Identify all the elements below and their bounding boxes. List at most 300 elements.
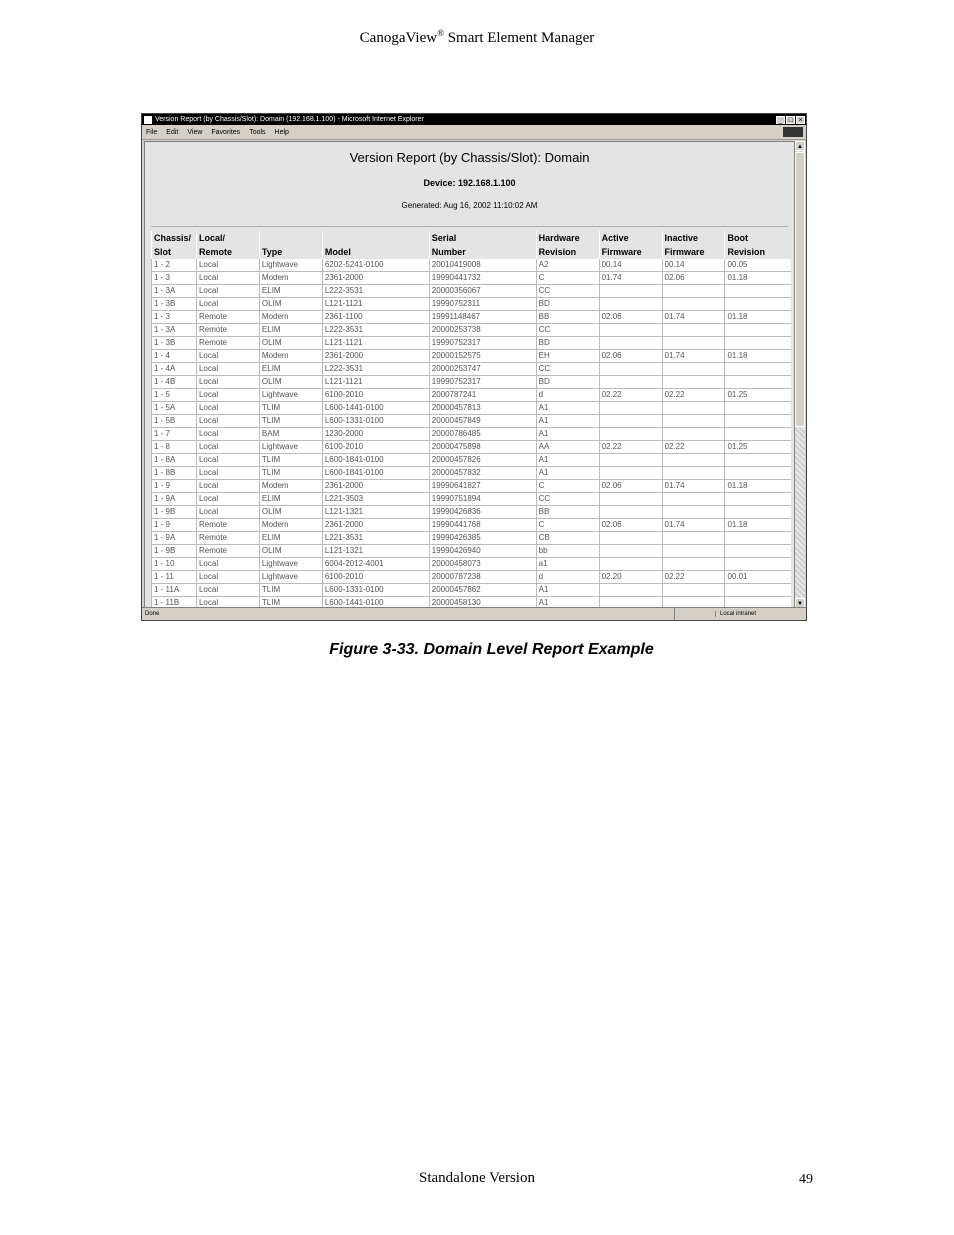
page-number: 49 (799, 1172, 813, 1187)
cell-serial: 19990752317 (429, 376, 536, 389)
cell-hw-rev: BD (536, 337, 599, 350)
table-row (152, 480, 792, 493)
header-type-line1 (259, 231, 322, 245)
cell-active-fw (599, 363, 662, 376)
cell-active-fw (599, 584, 662, 597)
vertical-scrollbar[interactable] (795, 141, 805, 608)
cell-boot-rev: 01.18 (725, 519, 791, 532)
cell-boot-rev: 01.18 (725, 350, 791, 363)
cell-slot: 1 - 11A (152, 584, 197, 597)
cell-hw-rev: AA (536, 441, 599, 454)
cell-hw-rev: d (536, 389, 599, 402)
cell-active-fw (599, 558, 662, 571)
cell-slot: 1 - 8 (152, 441, 197, 454)
cell-model: L121-1321 (322, 506, 429, 519)
cell-type: Modem (259, 350, 322, 363)
cell-inactive-fw (662, 545, 725, 558)
cell-model: L121-1121 (322, 337, 429, 350)
cell-model: L222-3531 (322, 324, 429, 337)
cell-model: L121-1321 (322, 545, 429, 558)
cell-remote: Local (196, 597, 259, 609)
cell-remote: Remote (196, 532, 259, 545)
table-row (152, 493, 792, 506)
cell-boot-rev (725, 493, 791, 506)
cell-model: L221-3531 (322, 532, 429, 545)
cell-inactive-fw (662, 376, 725, 389)
cell-hw-rev: bb (536, 545, 599, 558)
header-serial-line1: Serial (429, 231, 536, 245)
cell-hw-rev: C (536, 519, 599, 532)
cell-model: 1230-2000 (322, 428, 429, 441)
cell-serial: 20000253747 (429, 363, 536, 376)
cell-type: OLIM (259, 506, 322, 519)
cell-boot-rev (725, 545, 791, 558)
window-title: Version Report (by Chassis/Slot): Domain (192.168.1.100) - Microsoft Internet Explorer (155, 116, 424, 123)
table-row (152, 532, 792, 545)
report-viewport[interactable] (144, 141, 795, 608)
cell-slot: 1 - 11 (152, 571, 197, 584)
cell-serial: 19990426385 (429, 532, 536, 545)
table-row (152, 389, 792, 402)
cell-inactive-fw: 02.22 (662, 441, 725, 454)
cell-active-fw (599, 532, 662, 545)
cell-remote: Local (196, 441, 259, 454)
cell-boot-rev (725, 506, 791, 519)
cell-remote: Remote (196, 545, 259, 558)
cell-serial: 19990426940 (429, 545, 536, 558)
cell-model: L600-1841-0100 (322, 454, 429, 467)
cell-type: OLIM (259, 337, 322, 350)
cell-slot: 1 - 8A (152, 454, 197, 467)
table-row (152, 571, 792, 584)
cell-serial: 2000787241 (429, 389, 536, 402)
table-row (152, 285, 792, 298)
cell-type: TLIM (259, 402, 322, 415)
cell-hw-rev: a1 (536, 558, 599, 571)
cell-type: Modem (259, 519, 322, 532)
cell-hw-rev: BB (536, 311, 599, 324)
cell-slot: 1 - 5 (152, 389, 197, 402)
menu-file[interactable]: File (146, 128, 158, 136)
report-title: Version Report (by Chassis/Slot): Domain (349, 150, 590, 165)
cell-active-fw: 02.06 (599, 519, 662, 532)
cell-type: TLIM (259, 454, 322, 467)
cell-serial: 20000458130 (429, 597, 536, 609)
cell-remote: Local (196, 259, 259, 272)
minimize-button[interactable]: _ (776, 116, 785, 124)
cell-boot-rev (725, 298, 791, 311)
cell-slot: 1 - 9 (152, 480, 197, 493)
cell-active-fw: 02.20 (599, 571, 662, 584)
cell-hw-rev: CC (536, 285, 599, 298)
cell-slot: 1 - 5B (152, 415, 197, 428)
cell-slot: 1 - 4 (152, 350, 197, 363)
cell-active-fw (599, 324, 662, 337)
cell-active-fw (599, 428, 662, 441)
cell-hw-rev: CC (536, 493, 599, 506)
table-row (152, 402, 792, 415)
cell-serial: 20000475898 (429, 441, 536, 454)
cell-serial: 20000152575 (429, 350, 536, 363)
cell-slot: 1 - 11B (152, 597, 197, 609)
cell-slot: 1 - 9B (152, 545, 197, 558)
cell-inactive-fw: 02.22 (662, 571, 725, 584)
cell-inactive-fw: 02.06 (662, 272, 725, 285)
cell-remote: Local (196, 298, 259, 311)
document-header (0, 28, 954, 47)
cell-inactive-fw: 00.14 (662, 259, 725, 272)
cell-boot-rev: 00.05 (725, 259, 791, 272)
cell-model: 6004-2012-4001 (322, 558, 429, 571)
cell-slot: 1 - 3A (152, 324, 197, 337)
cell-remote: Local (196, 363, 259, 376)
cell-active-fw (599, 454, 662, 467)
cell-active-fw (599, 402, 662, 415)
report-divider (151, 226, 788, 227)
cell-model: L600-1441-0100 (322, 597, 429, 609)
cell-model: 2361-2000 (322, 350, 429, 363)
cell-hw-rev: A2 (536, 259, 599, 272)
cell-type: ELIM (259, 363, 322, 376)
header-hw-rev-line1: Hardware (536, 231, 599, 245)
cell-model: L600-1441-0100 (322, 402, 429, 415)
table-row (152, 519, 792, 532)
cell-active-fw (599, 298, 662, 311)
cell-type: ELIM (259, 493, 322, 506)
cell-hw-rev: A1 (536, 415, 599, 428)
header-hw-rev-line2: Revision (536, 245, 599, 259)
header-active-fw-line1: Active (599, 231, 662, 245)
table-row (152, 428, 792, 441)
cell-active-fw (599, 415, 662, 428)
cell-slot: 1 - 3 (152, 272, 197, 285)
cell-hw-rev: CB (536, 532, 599, 545)
cell-hw-rev: BD (536, 298, 599, 311)
cell-hw-rev: BD (536, 376, 599, 389)
cell-active-fw: 02.06 (599, 311, 662, 324)
product-subtitle: Smart Element Manager (443, 30, 595, 46)
cell-slot: 1 - 9A (152, 493, 197, 506)
cell-inactive-fw: 01.74 (662, 519, 725, 532)
status-bar (142, 607, 806, 620)
table-row (152, 363, 792, 376)
table-row (152, 558, 792, 571)
cell-inactive-fw (662, 298, 725, 311)
cell-boot-rev (725, 285, 791, 298)
status-cell (674, 608, 715, 620)
report-heading (145, 142, 794, 210)
cell-hw-rev: A1 (536, 467, 599, 480)
cell-serial: 19991148467 (429, 311, 536, 324)
header-type-line2: Type (259, 245, 322, 259)
cell-model: 6202-5241-0100 (322, 259, 429, 272)
cell-active-fw (599, 285, 662, 298)
cell-model: L222-3531 (322, 363, 429, 376)
cell-serial: 20000457813 (429, 402, 536, 415)
cell-hw-rev: A1 (536, 597, 599, 609)
header-active-fw-line2: Firmware (599, 245, 662, 259)
table-row (152, 272, 792, 285)
cell-active-fw (599, 545, 662, 558)
header-model-line1 (322, 231, 429, 245)
cell-active-fw: 02.22 (599, 389, 662, 402)
cell-boot-rev: 01.18 (725, 311, 791, 324)
cell-serial: 20000356067 (429, 285, 536, 298)
cell-inactive-fw (662, 402, 725, 415)
cell-type: ELIM (259, 532, 322, 545)
cell-inactive-fw (662, 584, 725, 597)
cell-boot-rev: 00.01 (725, 571, 791, 584)
cell-type: OLIM (259, 376, 322, 389)
cell-inactive-fw (662, 285, 725, 298)
cell-active-fw (599, 493, 662, 506)
cell-type: TLIM (259, 415, 322, 428)
cell-active-fw (599, 376, 662, 389)
header-boot-rev-line1: Boot (725, 231, 791, 245)
table-row (152, 350, 792, 363)
cell-type: TLIM (259, 584, 322, 597)
cell-boot-rev (725, 337, 791, 350)
cell-inactive-fw: 01.74 (662, 311, 725, 324)
cell-slot: 1 - 4B (152, 376, 197, 389)
cell-remote: Local (196, 454, 259, 467)
table-row (152, 311, 792, 324)
cell-remote: Remote (196, 519, 259, 532)
menu-bar (142, 125, 806, 140)
cell-inactive-fw (662, 415, 725, 428)
cell-slot: 1 - 4A (152, 363, 197, 376)
cell-boot-rev (725, 376, 791, 389)
header-model-line2: Model (322, 245, 429, 259)
cell-model: L600-1331-0100 (322, 584, 429, 597)
cell-model: 6100-2010 (322, 389, 429, 402)
cell-hw-rev: EH (536, 350, 599, 363)
menu-help[interactable]: Help (274, 128, 289, 136)
cell-model: 2361-1100 (322, 311, 429, 324)
menu-edit[interactable]: Edit (166, 128, 179, 136)
maximize-button[interactable]: □ (786, 116, 795, 124)
cell-slot: 1 - 3B (152, 337, 197, 350)
cell-boot-rev (725, 532, 791, 545)
cell-type: TLIM (259, 467, 322, 480)
cell-boot-rev: 01.25 (725, 441, 791, 454)
product-name: CanogaView (359, 30, 438, 46)
cell-remote: Remote (196, 311, 259, 324)
cell-active-fw (599, 337, 662, 350)
table-row (152, 337, 792, 350)
menu-view[interactable]: View (187, 128, 203, 136)
cell-serial: 20000457849 (429, 415, 536, 428)
table-row (152, 454, 792, 467)
cell-model: 2361-2000 (322, 272, 429, 285)
cell-serial: 19990426836 (429, 506, 536, 519)
cell-model: 2361-2000 (322, 519, 429, 532)
scrollbar-thumb[interactable] (795, 152, 805, 427)
header-remote-line1: Local/ (196, 231, 259, 245)
cell-boot-rev (725, 584, 791, 597)
table-row (152, 298, 792, 311)
status-text: Done (145, 611, 160, 617)
table-row (152, 545, 792, 558)
ie-page-icon (144, 116, 152, 124)
cell-hw-rev: A1 (536, 402, 599, 415)
cell-remote: Local (196, 350, 259, 363)
table-header-row-1 (152, 231, 792, 245)
table-row (152, 584, 792, 597)
cell-type: BAM (259, 428, 322, 441)
cell-inactive-fw (662, 363, 725, 376)
cell-remote: Remote (196, 324, 259, 337)
header-inactive-fw-line2: Firmware (662, 245, 725, 259)
ie-logo-icon (783, 127, 803, 137)
cell-remote: Local (196, 558, 259, 571)
cell-boot-rev (725, 402, 791, 415)
cell-remote: Remote (196, 337, 259, 350)
header-remote-line2: Remote (196, 245, 259, 259)
cell-hw-rev: A1 (536, 584, 599, 597)
cell-model: L121-1121 (322, 298, 429, 311)
cell-serial: 19990751894 (429, 493, 536, 506)
cell-type: ELIM (259, 285, 322, 298)
cell-serial: 19990641827 (429, 480, 536, 493)
cell-boot-rev (725, 428, 791, 441)
cell-type: OLIM (259, 545, 322, 558)
cell-model: L222-3531 (322, 285, 429, 298)
cell-slot: 1 - 10 (152, 558, 197, 571)
cell-inactive-fw (662, 493, 725, 506)
cell-slot: 1 - 9 (152, 519, 197, 532)
cell-remote: Local (196, 376, 259, 389)
cell-inactive-fw (662, 324, 725, 337)
report-device: Device: 192.168.1.100 (423, 178, 516, 188)
cell-remote: Local (196, 467, 259, 480)
table-header-row-2 (152, 245, 792, 259)
scroll-down-arrow-icon[interactable]: ▼ (795, 598, 805, 608)
header-slot-line2: Slot (152, 245, 197, 259)
cell-serial: 19990441768 (429, 519, 536, 532)
cell-hw-rev: CC (536, 363, 599, 376)
cell-active-fw (599, 467, 662, 480)
cell-boot-rev (725, 467, 791, 480)
cell-boot-rev (725, 363, 791, 376)
cell-type: ELIM (259, 324, 322, 337)
cell-slot: 1 - 9A (152, 532, 197, 545)
cell-boot-rev (725, 558, 791, 571)
cell-active-fw: 02.06 (599, 480, 662, 493)
cell-slot: 1 - 7 (152, 428, 197, 441)
cell-inactive-fw (662, 467, 725, 480)
window-titlebar[interactable] (142, 114, 806, 125)
status-zone: Local intranet (715, 611, 806, 617)
cell-remote: Local (196, 272, 259, 285)
version-report-table (151, 231, 791, 608)
menu-favorites[interactable]: Favorites (211, 128, 241, 136)
cell-type: Modem (259, 272, 322, 285)
cell-active-fw: 00.14 (599, 259, 662, 272)
cell-serial: 20000253738 (429, 324, 536, 337)
scroll-up-arrow-icon[interactable]: ▲ (795, 141, 805, 151)
cell-model: L600-1841-0100 (322, 467, 429, 480)
cell-serial: 20000457826 (429, 454, 536, 467)
figure-caption: Figure 3-33. Domain Level Report Example (329, 641, 654, 658)
cell-remote: Local (196, 415, 259, 428)
cell-slot: 1 - 3 (152, 311, 197, 324)
report-generated: Generated: Aug 16, 2002 11:10:02 AM (401, 201, 538, 210)
cell-slot: 1 - 8B (152, 467, 197, 480)
cell-remote: Local (196, 506, 259, 519)
cell-inactive-fw (662, 532, 725, 545)
cell-remote: Local (196, 285, 259, 298)
cell-model: L600-1331-0100 (322, 415, 429, 428)
cell-boot-rev (725, 415, 791, 428)
cell-type: Lightwave (259, 389, 322, 402)
cell-boot-rev (725, 324, 791, 337)
cell-boot-rev (725, 454, 791, 467)
cell-model: 2361-2000 (322, 480, 429, 493)
cell-inactive-fw (662, 454, 725, 467)
cell-type: Lightwave (259, 571, 322, 584)
cell-slot: 1 - 9B (152, 506, 197, 519)
cell-serial: 20000457862 (429, 584, 536, 597)
cell-remote: Local (196, 584, 259, 597)
cell-serial: 20000458073 (429, 558, 536, 571)
cell-type: TLIM (259, 597, 322, 609)
cell-serial: 19990752317 (429, 337, 536, 350)
cell-slot: 1 - 2 (152, 259, 197, 272)
footer-text: Standalone Version (419, 1170, 535, 1186)
cell-type: Lightwave (259, 259, 322, 272)
cell-type: Lightwave (259, 558, 322, 571)
cell-active-fw (599, 506, 662, 519)
cell-boot-rev: 01.18 (725, 480, 791, 493)
cell-hw-rev: d (536, 571, 599, 584)
menu-tools[interactable]: Tools (249, 128, 266, 136)
table-row (152, 324, 792, 337)
cell-serial: 19990441732 (429, 272, 536, 285)
cell-serial: 20010419008 (429, 259, 536, 272)
cell-hw-rev: C (536, 272, 599, 285)
close-button[interactable]: × (796, 116, 805, 124)
cell-model: 6100-2010 (322, 571, 429, 584)
table-row (152, 415, 792, 428)
header-serial-line2: Number (429, 245, 536, 259)
cell-serial: 19990752311 (429, 298, 536, 311)
cell-hw-rev: A1 (536, 428, 599, 441)
cell-boot-rev: 01.18 (725, 272, 791, 285)
cell-hw-rev: A1 (536, 454, 599, 467)
cell-type: Lightwave (259, 441, 322, 454)
cell-model: L221-3503 (322, 493, 429, 506)
cell-remote: Local (196, 389, 259, 402)
cell-inactive-fw (662, 337, 725, 350)
header-boot-rev-line2: Revision (725, 245, 791, 259)
browser-window-screenshot (141, 113, 807, 621)
table-row (152, 259, 792, 272)
cell-model: 6100-2010 (322, 441, 429, 454)
cell-slot: 1 - 3B (152, 298, 197, 311)
cell-active-fw: 02.22 (599, 441, 662, 454)
cell-remote: Local (196, 428, 259, 441)
cell-hw-rev: C (536, 480, 599, 493)
cell-serial: 20000787238 (429, 571, 536, 584)
cell-boot-rev: 01.25 (725, 389, 791, 402)
cell-hw-rev: CC (536, 324, 599, 337)
cell-inactive-fw: 01.74 (662, 480, 725, 493)
table-row (152, 441, 792, 454)
cell-slot: 1 - 3A (152, 285, 197, 298)
cell-model: L121-1121 (322, 376, 429, 389)
table-row (152, 467, 792, 480)
